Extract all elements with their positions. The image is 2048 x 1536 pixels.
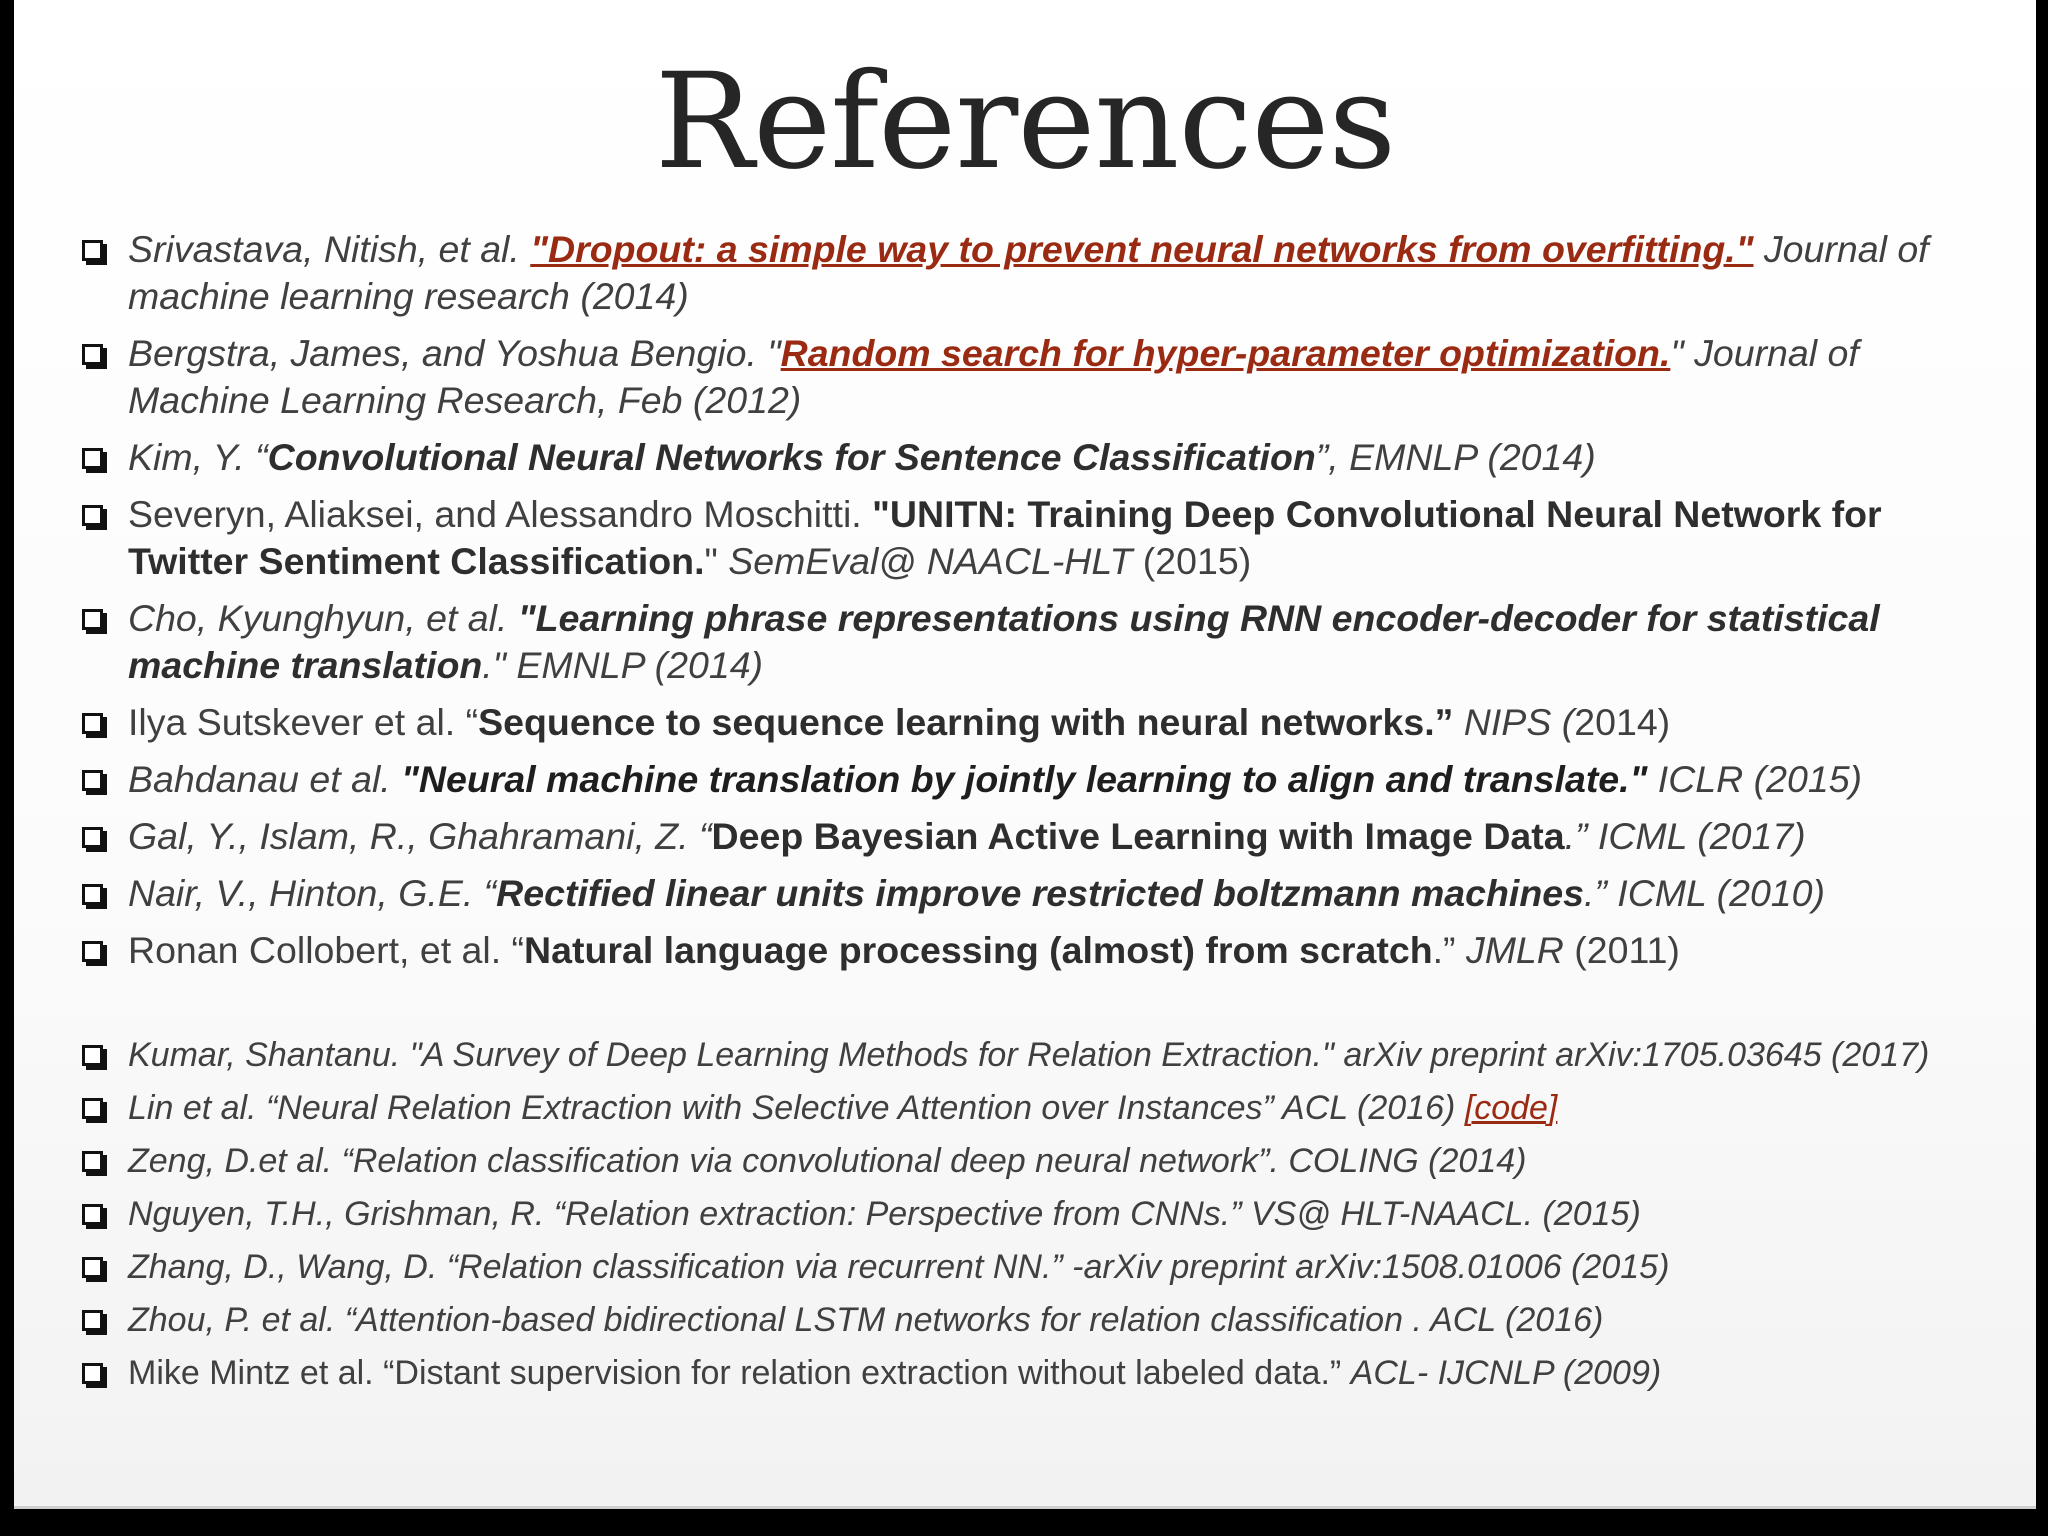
checkbox-bullet-icon	[82, 1098, 103, 1119]
reference-year: (2015)	[1132, 540, 1252, 582]
reference-authors: Bahdanau et al.	[128, 758, 402, 800]
reference-item	[82, 813, 1976, 860]
page-title: References	[654, 45, 1396, 199]
checkbox-bullet-icon	[82, 1363, 103, 1384]
reference-authors: Bergstra, James, and Yoshua Bengio. "	[128, 332, 781, 374]
reference-authors: Kim, Y. “	[128, 436, 268, 478]
reference-year: (2011)	[1563, 929, 1680, 971]
reference-item	[82, 870, 1976, 917]
reference-venue: NIPS (	[1453, 701, 1575, 743]
reference-title: Deep Bayesian Active Learning with Image Data	[711, 815, 1565, 857]
reference-item	[82, 756, 1976, 803]
checkbox-bullet-icon	[82, 1151, 103, 1172]
spacer	[82, 984, 1976, 1034]
reference-venue: " Journal of Machine Learning Research, Feb (2012)	[128, 332, 1859, 421]
checkbox-bullet-icon	[82, 770, 103, 791]
reference-text: Lin et al. “Neural Relation Extraction with Selective Attention over Instances” ACL (2016)	[128, 1089, 1465, 1127]
reference-venue: ACL- IJCNLP (2009)	[1350, 1354, 1662, 1392]
reference-authors: Gal, Y., Islam, R., Ghahramani, Z. “	[128, 815, 712, 857]
checkbox-bullet-icon	[82, 827, 103, 848]
reference-item	[82, 491, 1976, 585]
reference-punct: "	[704, 540, 729, 582]
reference-link-title[interactable]: Random search for hyper-parameter optimization.	[780, 332, 1671, 374]
reference-text: Zeng, D.et al. “Relation classification via convolutional deep neural network”. COLING (2014)	[128, 1142, 1527, 1180]
checkbox-bullet-icon	[82, 240, 103, 261]
checkbox-bullet-icon	[82, 884, 103, 905]
reference-year: 2014)	[1574, 701, 1671, 743]
checkbox-bullet-icon	[82, 1257, 103, 1278]
reference-item	[82, 434, 1976, 481]
reference-title: Natural language processing (almost) from scratch	[524, 929, 1433, 971]
reference-venue: .” ICML (2017)	[1564, 815, 1806, 857]
reference-item	[82, 1193, 1976, 1235]
reference-venue: JMLR	[1465, 929, 1564, 971]
reference-title: Rectified linear units improve restricted boltzmann machines	[496, 872, 1584, 914]
reference-venue: ." EMNLP (2014)	[482, 644, 764, 686]
reference-venue: ”, EMNLP (2014)	[1315, 436, 1596, 478]
reference-title: "Learning phrase representations using RNN encoder-decoder for statistical machine translation	[128, 597, 1880, 686]
reference-item	[82, 1246, 1976, 1288]
reference-title: Convolutional Neural Networks for Sentence Classification	[267, 436, 1316, 478]
reference-authors: Ronan Collobert, et al. “	[128, 929, 525, 971]
code-link[interactable]: [code]	[1464, 1089, 1558, 1127]
checkbox-bullet-icon	[82, 448, 103, 469]
checkbox-bullet-icon	[82, 713, 103, 734]
reference-title: "Neural machine translation by jointly learning to align and translate."	[401, 758, 1648, 800]
reference-item	[82, 226, 1976, 320]
reference-list	[82, 226, 1976, 1405]
reference-text: Nguyen, T.H., Grishman, R. “Relation extraction: Perspective from CNNs.” VS@ HLT-NAACL. (2015)	[128, 1195, 1641, 1233]
checkbox-bullet-icon	[82, 344, 103, 365]
reference-item	[82, 595, 1976, 689]
reference-venue: ICLR (2015)	[1647, 758, 1863, 800]
reference-authors: Nair, V., Hinton, G.E. “	[128, 872, 497, 914]
reference-authors: Severyn, Aliaksei, and Alessandro Moschitti.	[128, 493, 873, 535]
reference-title: Sequence to sequence learning with neural networks.”	[478, 701, 1454, 743]
checkbox-bullet-icon	[82, 1204, 103, 1225]
reference-item	[82, 1087, 1976, 1129]
reference-title: "UNITN: Training Deep Convolutional Neural Network for Twitter Sentiment Classification.	[128, 493, 1882, 582]
reference-venue: Journal of machine learning research (2014)	[128, 228, 1929, 317]
slide-page	[14, 0, 2036, 1509]
reference-item	[82, 1299, 1976, 1341]
reference-item	[82, 1034, 1976, 1076]
reference-punct: .”	[1432, 929, 1466, 971]
reference-item	[82, 330, 1976, 424]
reference-text: Zhou, P. et al. “Attention-based bidirectional LSTM networks for relation classification . ACL (2016)	[128, 1301, 1604, 1339]
reference-authors: Ilya Sutskever et al. “	[128, 701, 479, 743]
checkbox-bullet-icon	[82, 1310, 103, 1331]
reference-link-title[interactable]: "Dropout: a simple way to prevent neural networks from overfitting."	[530, 228, 1754, 270]
reference-item	[82, 927, 1976, 974]
reference-item	[82, 699, 1976, 746]
reference-item	[82, 1352, 1976, 1394]
reference-venue: SemEval@ NAACL-HLT	[728, 540, 1133, 582]
reference-item	[82, 1140, 1976, 1182]
checkbox-bullet-icon	[82, 505, 103, 526]
reference-text: Kumar, Shantanu. "A Survey of Deep Learning Methods for Relation Extraction." arXiv preprint arXiv:1705.03645 (2017)	[128, 1036, 1930, 1074]
checkbox-bullet-icon	[82, 609, 103, 630]
reference-text: Mike Mintz et al. “Distant supervision for relation extraction without labeled data.”	[128, 1354, 1351, 1392]
checkbox-bullet-icon	[82, 1045, 103, 1066]
reference-text: Zhang, D., Wang, D. “Relation classification via recurrent NN.” -arXiv preprint arXiv:1508.01006 (2015)	[128, 1248, 1670, 1286]
reference-authors: Cho, Kyunghyun, et al.	[128, 597, 518, 639]
reference-venue: .” ICML (2010)	[1583, 872, 1826, 914]
reference-authors: Srivastava, Nitish, et al.	[128, 228, 531, 270]
checkbox-bullet-icon	[82, 941, 103, 962]
